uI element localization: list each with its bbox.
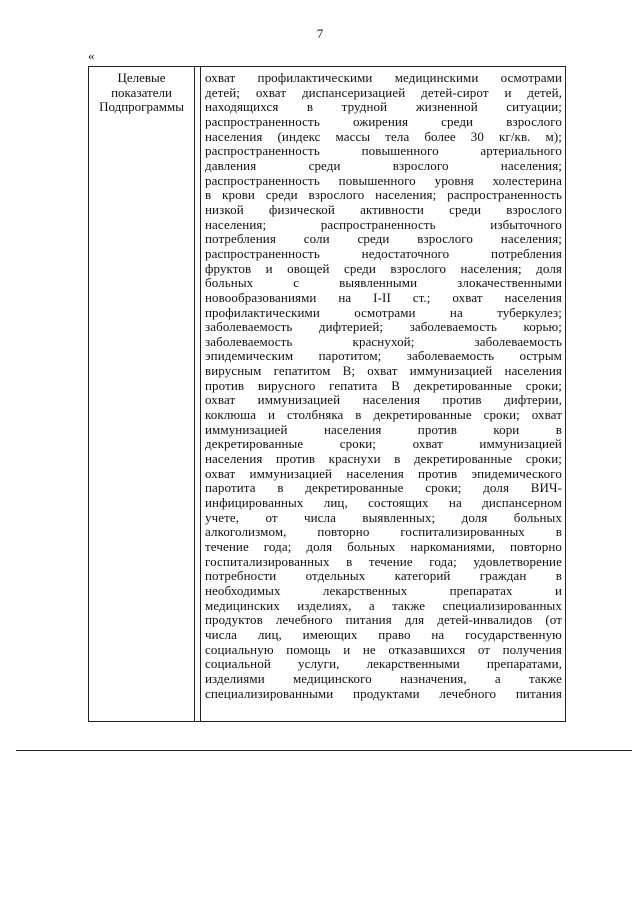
body-text-line: населения против краснухи в декретированные сроки;: [205, 451, 562, 467]
body-text-line: населения (индекс массы тела более 30 кг/кв. м);: [205, 128, 562, 144]
body-text-line: распространенность ожирения среди взрослого: [205, 113, 562, 129]
body-text-line: больных с выявленными злокачественными: [205, 275, 562, 291]
body-text-line: профилактическими осмотрами на туберкулез;: [205, 304, 562, 320]
body-text-line: госпитализированных в течение года; удовлетворение: [205, 553, 562, 569]
body-text-line: распространенность повышенного уровня холестерина: [205, 172, 562, 188]
page-number: 7: [316, 26, 324, 41]
body-text-line: паротита в декретированные сроки; доля ВИЧ-: [205, 480, 562, 496]
body-text-line: необходимых лекарственных препаратах и: [205, 582, 562, 598]
body-text-line: охват профилактическими медицинскими осмотрами: [205, 70, 562, 85]
body-text-line: охват иммунизацией населения против дифтерии,: [205, 392, 562, 408]
body-text-line: продуктов лечебного питания для детей-инвалидов (от: [205, 612, 562, 628]
indicators-table: [88, 66, 566, 722]
body-text-line: декретированные сроки; охват иммунизацией: [205, 436, 562, 452]
body-text-line: специализированными продуктами лечебного питания: [205, 685, 562, 701]
opening-quote: «: [88, 48, 95, 63]
body-text-line: новообразованиями на I-II ст.; охват населения: [205, 289, 562, 305]
body-text-line: социальную помощь и не отказавшихся от получения: [205, 641, 562, 657]
body-text-line: находящихся в трудной жизненной ситуации;: [205, 99, 562, 115]
body-text-line: эпидемическим паротитом; заболеваемость острым: [205, 348, 562, 364]
body-text-line: алкоголизмом, повторно госпитализированных в: [205, 524, 562, 540]
body-text-line: потребности отдельных категорий граждан в: [205, 568, 562, 584]
body-text-line: вирусным гепатитом В; охват иммунизацией населения: [205, 363, 562, 379]
body-text-line: медицинских изделиях, а также специализированных: [205, 597, 562, 613]
body-text-line: распространенность повышенного артериального: [205, 143, 562, 159]
body-text-line: детей; охват диспансеризацией детей-сирот и детей,: [205, 84, 562, 100]
body-text-line: коклюша и столбняка в декретированные сроки; охват: [205, 407, 562, 423]
body-text-line: числа лиц, имеющих право на государственную: [205, 626, 562, 642]
row-label-line: показатели: [111, 84, 172, 100]
body-text-line: распространенность недостаточного потребления: [205, 245, 562, 261]
body-text-line: инфицированных лиц, состоящих на диспансерном: [205, 495, 562, 511]
body-text-line: против вирусного гепатита В декретированные сроки;: [205, 377, 562, 393]
body-text-line: в крови среди взрослого населения; распространенность: [205, 187, 562, 203]
row-label-line: Подпрограммы: [99, 99, 184, 115]
body-text-line: иммунизацией населения против кори в: [205, 421, 562, 437]
body-text-line: охват иммунизацией населения против эпидемического: [205, 465, 562, 481]
row-label-line: Целевые: [117, 70, 166, 85]
body-text-line: населения; распространенность избыточного: [205, 216, 562, 232]
footer-divider: [16, 750, 632, 751]
body-text-line: потребления соли среди взрослого населения;: [205, 231, 562, 247]
body-text-line: давления среди взрослого населения;: [205, 157, 562, 173]
body-text-line: социальной услуги, лекарственными препаратами,: [205, 656, 562, 672]
body-text-line: учете, от числа выявленных; доля больных: [205, 509, 562, 525]
body-text-line: фруктов и овощей среди взрослого населения; доля: [205, 260, 562, 276]
body-text-line: заболеваемость краснухой; заболеваемость: [205, 333, 562, 349]
table-row-label-cell: [89, 67, 195, 721]
body-text-line: течение года; доля больных наркоманиями, повторно: [205, 539, 562, 554]
body-text-line: изделиями медицинского назначения, а также: [205, 670, 562, 686]
body-text-line: заболеваемость дифтерией; заболеваемость корью;: [205, 319, 562, 335]
body-text-line: низкой физической активности среди взрослого: [205, 201, 562, 217]
table-row-value-cell: [201, 67, 565, 721]
